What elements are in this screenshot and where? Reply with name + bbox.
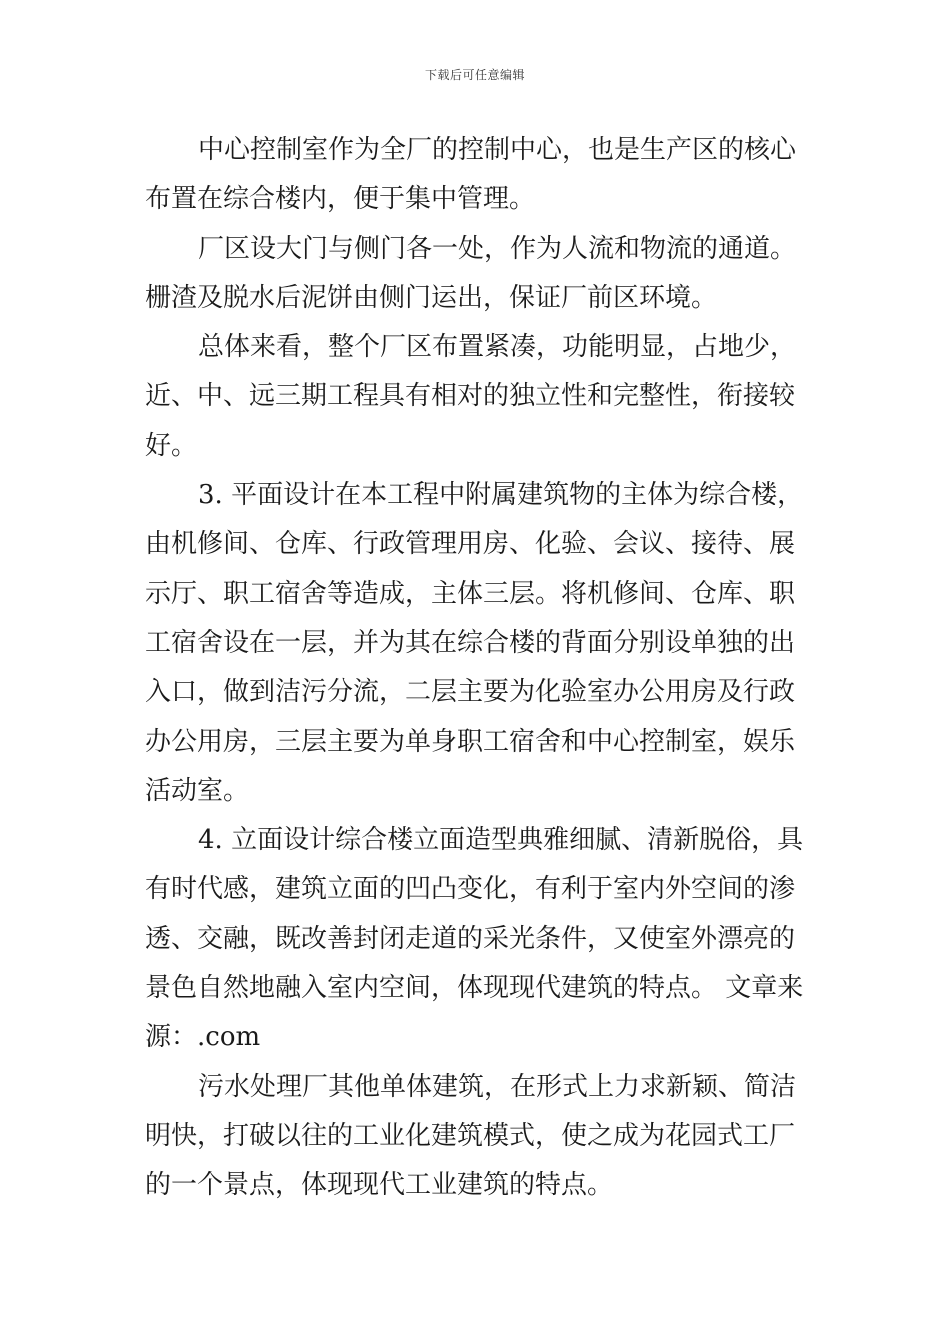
text-line: 办公用房，三层主要为单身职工宿舍和中心控制室，娱乐 (145, 726, 796, 757)
document-body (145, 126, 807, 1211)
text-line: 总体来看，整个厂区布置紧凑，功能明显，占地少， (198, 332, 797, 363)
text-line: 示厅、职工宿舍等造成，主体三层。将机修间、仓库、职 (145, 578, 796, 609)
text-line: 明快，打破以往的工业化建筑模式，使之成为花园式工厂 (145, 1120, 796, 1151)
text-line: 透、交融，既改善封闭走道的采光条件，又使室外漂亮的 (145, 923, 796, 954)
text-line: 入口，做到洁污分流，二层主要为化验室办公用房及行政 (145, 677, 796, 708)
text-line: 布置在综合楼内，便于集中管理。 (145, 184, 536, 215)
text-line: 3. 平面设计在本工程中附属建筑物的主体为综合楼， (198, 480, 804, 511)
text-line: 活动室。 (145, 775, 250, 806)
text-line: 的一个景点，体现现代工业建筑的特点。 (145, 1170, 614, 1201)
text-line: 近、中、远三期工程具有相对的独立性和完整性，衔接较 (145, 381, 796, 412)
page-header: 下载后可任意编辑 (424, 68, 525, 82)
text-line: 栅渣及脱水后泥饼由侧门运出，保证厂前区环境。 (145, 282, 718, 313)
text-line: 好。 (145, 430, 198, 461)
text-line: 源：.com (145, 1022, 261, 1053)
text-line: 景色自然地融入室内空间，体现现代建筑的特点。 文章来 (145, 973, 804, 1004)
text-line: 污水处理厂其他单体建筑，在形式上力求新颖、简洁 (198, 1071, 797, 1102)
text-line: 工宿舍设在一层，并为其在综合楼的背面分别设单独的出 (145, 627, 796, 658)
text-line: 中心控制室作为全厂的控制中心，也是生产区的核心 (198, 135, 797, 165)
text-line: 4. 立面设计综合楼立面造型典雅细腻、清新脱俗，具 (198, 825, 804, 856)
text-line: 厂区设大门与侧门各一处，作为人流和物流的通道。 (198, 233, 797, 264)
text-line: 由机修间、仓库、行政管理用房、化验、会议、接待、展 (145, 529, 796, 560)
text-line: 有时代感，建筑立面的凹凸变化，有利于室内外空间的渗 (145, 874, 796, 905)
